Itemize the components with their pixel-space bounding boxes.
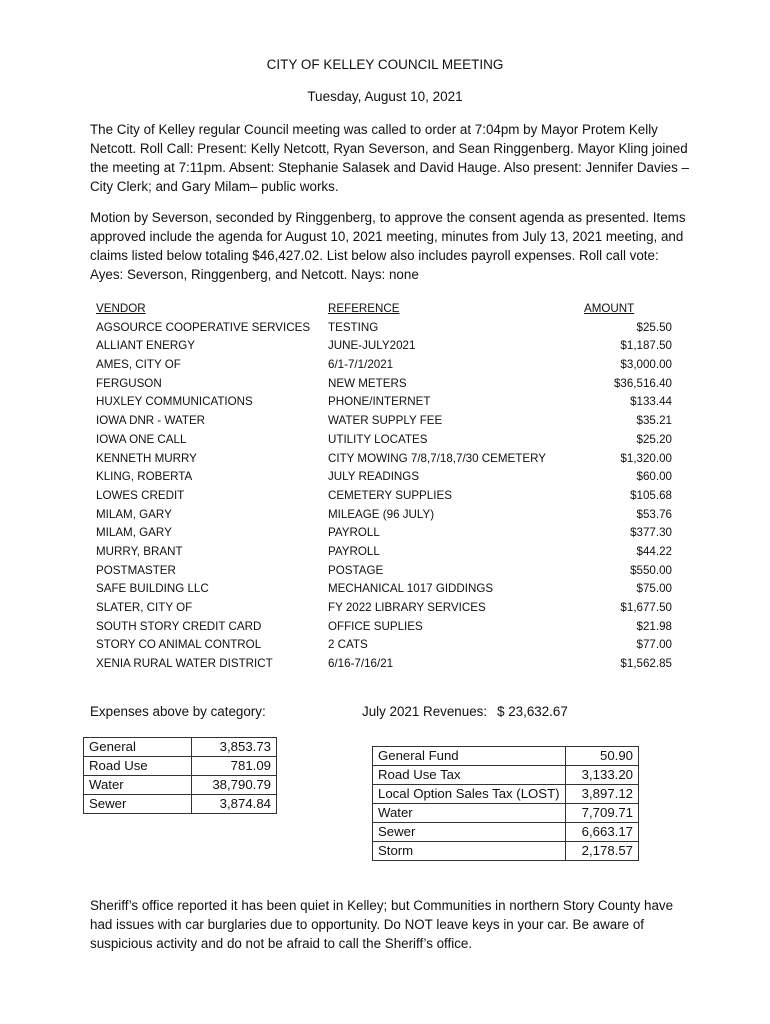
claim-amount: $377.30 [630, 526, 672, 540]
revenue-value: 7,709.71 [566, 804, 639, 823]
claim-row [96, 655, 676, 674]
claim-row [96, 524, 676, 543]
table-row [373, 823, 639, 842]
reference-column-header: REFERENCE [328, 302, 400, 315]
claim-amount: $25.20 [636, 432, 672, 446]
expense-value: 3,853.73 [192, 738, 277, 757]
claim-row [96, 431, 676, 450]
claim-reference: JUNE-JULY2021 [328, 339, 416, 353]
table-row [373, 842, 639, 861]
claim-row [96, 319, 676, 338]
claim-row [96, 450, 676, 469]
claim-amount: $75.00 [636, 582, 672, 596]
revenues-table [372, 746, 639, 861]
claims-header-row [96, 300, 676, 319]
expense-category: Water [84, 776, 192, 795]
claim-row [96, 412, 676, 431]
claim-amount: $36,516.40 [613, 376, 672, 390]
claim-vendor: ALLIANT ENERGY [96, 339, 196, 353]
revenue-fund: Local Option Sales Tax (LOST) [373, 785, 566, 804]
claim-reference: MECHANICAL 1017 GIDDINGS [328, 582, 494, 596]
claims-list [96, 300, 676, 674]
revenue-value: 3,133.20 [566, 766, 639, 785]
claim-row [96, 562, 676, 581]
claim-vendor: SOUTH STORY CREDIT CARD [96, 619, 262, 633]
claim-amount: $35.21 [636, 414, 672, 428]
claim-vendor: IOWA ONE CALL [96, 432, 187, 446]
claim-vendor: MILAM, GARY [96, 507, 172, 521]
claim-reference: OFFICE SUPLIES [328, 619, 423, 633]
claim-reference: PHONE/INTERNET [328, 395, 431, 409]
claim-row [96, 468, 676, 487]
claim-reference: CITY MOWING 7/8,7/18,7/30 CEMETERY [328, 451, 546, 465]
revenue-fund: Storm [373, 842, 566, 861]
claim-row [96, 337, 676, 356]
claim-reference: POSTAGE [328, 563, 384, 577]
expense-category: General [84, 738, 192, 757]
expense-category: Sewer [84, 795, 192, 814]
claim-reference: PAYROLL [328, 526, 380, 540]
claim-row [96, 375, 676, 394]
claim-reference: 6/16-7/16/21 [328, 657, 394, 671]
revenues-label: July 2021 Revenues: [362, 704, 488, 719]
claim-amount: $77.00 [636, 638, 672, 652]
table-row [84, 738, 277, 757]
claim-amount: $1,187.50 [620, 339, 672, 353]
revenue-fund: Road Use Tax [373, 766, 566, 785]
claim-vendor: HUXLEY COMMUNICATIONS [96, 395, 253, 409]
claim-row [96, 543, 676, 562]
claim-amount: $25.50 [636, 320, 672, 334]
claim-vendor: SLATER, CITY OF [96, 601, 193, 614]
table-row [84, 795, 277, 814]
claim-vendor: STORY CO ANIMAL CONTROL [96, 638, 262, 652]
claim-reference: WATER SUPPLY FEE [328, 414, 443, 428]
claim-reference: CEMETERY SUPPLIES [328, 488, 452, 502]
table-row [373, 804, 639, 823]
claim-amount: $105.68 [630, 488, 672, 502]
expenses-table [83, 737, 277, 814]
claim-vendor: IOWA DNR - WATER [96, 414, 206, 428]
table-row [84, 757, 277, 776]
claim-reference: PAYROLL [328, 544, 380, 558]
claim-vendor: KENNETH MURRY [96, 451, 197, 465]
claim-row [96, 487, 676, 506]
claim-reference: 2 CATS [328, 638, 368, 652]
claim-amount: $44.22 [636, 544, 672, 558]
table-row [373, 747, 639, 766]
table-row [84, 776, 277, 795]
claim-reference: FY 2022 LIBRARY SERVICES [328, 601, 486, 614]
revenue-fund: Sewer [373, 823, 566, 842]
claim-amount: $1,562.85 [620, 657, 672, 671]
claim-reference: NEW METERS [328, 376, 407, 390]
revenue-value: 50.90 [566, 747, 639, 766]
claim-vendor: FERGUSON [96, 376, 162, 390]
claim-amount: $550.00 [630, 563, 672, 577]
expenses-label: Expenses above by category: [90, 704, 266, 719]
vendor-column-header: VENDOR [96, 302, 146, 315]
claim-vendor: AMES, CITY OF [96, 358, 181, 372]
claim-amount: $133.44 [630, 395, 672, 409]
sheriff-paragraph: Sheriff’s office reported it has been quiet in Kelley; but Communities in northern Story County have had issues with car burglaries due to opportunity. Do NOT leave keys in your car. Be aware of suspicious activity and do not be afraid to call the Sheriff’s office. [90, 898, 674, 951]
revenue-fund: Water [373, 804, 566, 823]
meeting-date: Tuesday, August 10, 2021 [307, 89, 463, 104]
amount-column-header: AMOUNT [584, 302, 635, 315]
claim-row [96, 599, 676, 618]
table-row [373, 766, 639, 785]
claim-reference: 6/1-7/1/2021 [328, 358, 394, 372]
claim-reference: UTILITY LOCATES [328, 432, 428, 446]
consent-agenda-paragraph: Motion by Severson, seconded by Ringgenberg, to approve the consent agenda as presented. Items approved include the agenda for August 10, 2021 meeting, minutes from July 13, 2021 meeting, and claims listed below totaling $46,427.02. List below also includes payroll expenses. Roll call vote: Ayes: Severson, Ringgenberg, and Netcott. Nays: none [90, 210, 686, 282]
table-row [373, 785, 639, 804]
claim-vendor: XENIA RURAL WATER DISTRICT [96, 657, 273, 671]
claim-reference: TESTING [328, 320, 379, 334]
claim-row [96, 636, 676, 655]
revenues-label-line [362, 704, 568, 719]
document-title: CITY OF KELLEY COUNCIL MEETING [266, 57, 504, 72]
revenue-fund: General Fund [373, 747, 566, 766]
call-to-order-paragraph: The City of Kelley regular Council meeting was called to order at 7:04pm by Mayor Protem Kelly Netcott. Roll Call: Present: Kelly Netcott, Ryan Severson, and Sean Ringgenberg. Mayor Kling joined the meeting at 7:11pm. Absent: Stephanie Salasek and David Hauge. Also present: Jennifer Davies – City Clerk; and Gary Milam– public works. [90, 122, 689, 194]
claim-vendor: KLING, ROBERTA [96, 470, 193, 484]
claim-vendor: POSTMASTER [96, 563, 176, 577]
claim-reference: MILEAGE (96 JULY) [328, 507, 435, 521]
claim-amount: $21.98 [636, 619, 672, 633]
claim-row [96, 506, 676, 525]
expense-value: 3,874.84 [192, 795, 277, 814]
claim-row [96, 393, 676, 412]
claim-row [96, 618, 676, 637]
claim-amount: $60.00 [636, 470, 672, 484]
revenues-total: $ 23,632.67 [497, 704, 568, 719]
revenue-value: 2,178.57 [566, 842, 639, 861]
claim-reference: JULY READINGS [328, 470, 420, 484]
claim-amount: $1,677.50 [620, 601, 672, 614]
claim-vendor: SAFE BUILDING LLC [96, 582, 209, 596]
claim-vendor: MILAM, GARY [96, 526, 172, 540]
claim-row [96, 580, 676, 599]
revenue-value: 3,897.12 [566, 785, 639, 804]
claim-amount: $1,320.00 [620, 451, 672, 465]
claim-vendor: AGSOURCE COOPERATIVE SERVICES [96, 320, 311, 334]
claim-vendor: LOWES CREDIT [96, 488, 185, 502]
claim-amount: $3,000.00 [620, 358, 672, 372]
expense-value: 781.09 [192, 757, 277, 776]
revenue-value: 6,663.17 [566, 823, 639, 842]
claim-vendor: MURRY, BRANT [96, 544, 183, 558]
claim-row [96, 356, 676, 375]
expense-category: Road Use [84, 757, 192, 776]
claim-amount: $53.76 [636, 507, 672, 521]
expense-value: 38,790.79 [192, 776, 277, 795]
